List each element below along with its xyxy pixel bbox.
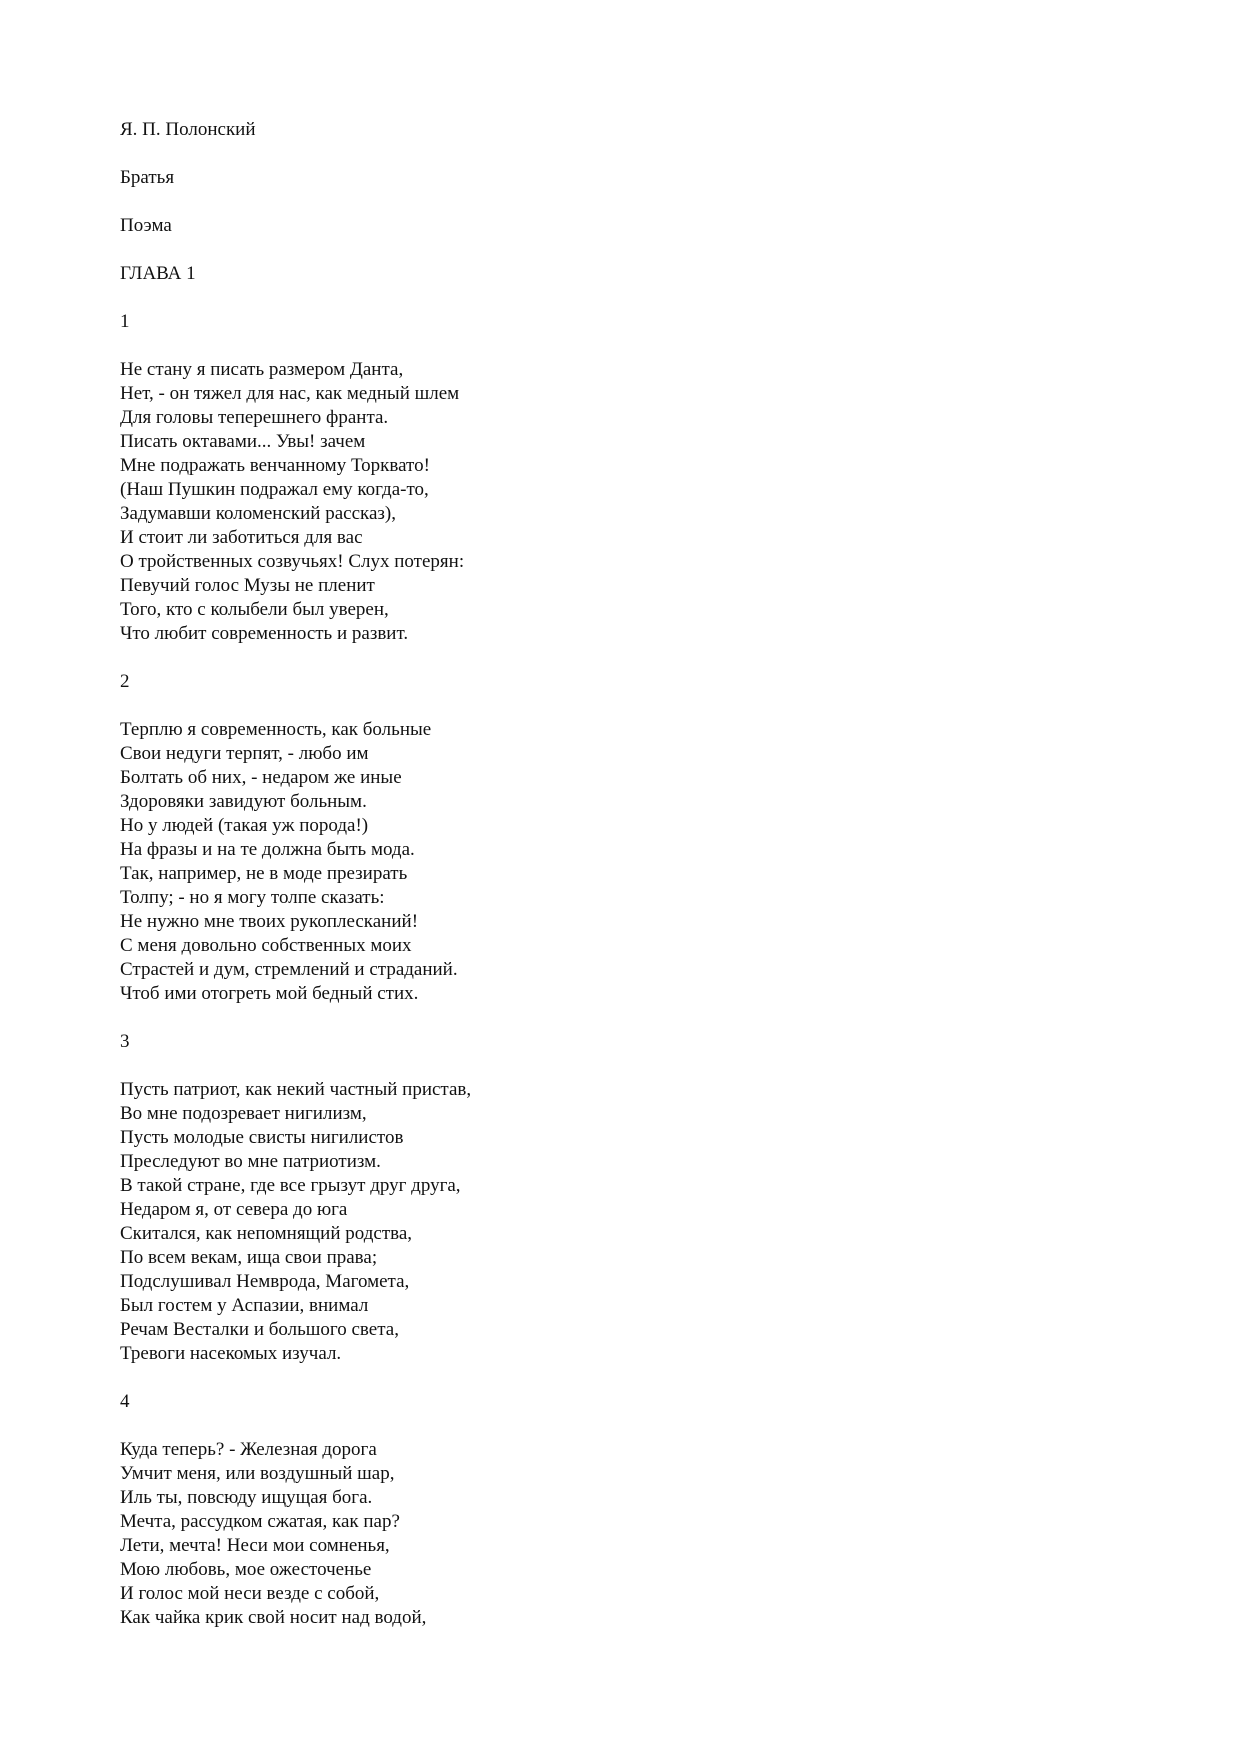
stanza-number: 3 [120, 1031, 130, 1052]
verse-line: И стоит ли заботиться для вас [120, 527, 363, 548]
poem-text [120, 118, 1120, 1654]
stanza [120, 358, 1120, 646]
poem-genre: Поэма [120, 215, 172, 236]
verse-line: Иль ты, повсюду ищущая бога. [120, 1487, 373, 1508]
verse-line: В такой стране, где все грызут друг друга, [120, 1175, 461, 1196]
verse-line: Чтоб ими отогреть мой бедный стих. [120, 983, 419, 1004]
verse-line: Скитался, как непомнящий родства, [120, 1223, 413, 1244]
verse-line: Что любит современность и развит. [120, 623, 409, 644]
verse-line: Пусть молодые свисты нигилистов [120, 1127, 404, 1148]
verse-line: Певучий голос Музы не пленит [120, 575, 375, 596]
verse-line: Лети, мечта! Неси мои сомненья, [120, 1535, 390, 1556]
verse-line: О тройственных созвучьях! Слух потерян: [120, 551, 465, 572]
verse-line: Писать октавами... Увы! зачем [120, 431, 366, 452]
stanza-number: 4 [120, 1391, 130, 1412]
verse-line: По всем векам, ища свои права; [120, 1247, 378, 1268]
verse-line: Умчит меня, или воздушный шар, [120, 1463, 395, 1484]
verse-line: Был гостем у Аспазии, внимал [120, 1295, 369, 1316]
poem-title: Братья [120, 167, 175, 188]
verse-line: Но у людей (такая уж порода!) [120, 815, 369, 836]
stanza-number: 2 [120, 671, 130, 692]
verse-line: Как чайка крик свой носит над водой, [120, 1607, 427, 1628]
verse-line: Тревоги насекомых изучал. [120, 1343, 342, 1364]
verse-line: Так, например, не в моде презирать [120, 863, 408, 884]
verse-line: Мечта, рассудком сжатая, как пар? [120, 1511, 400, 1532]
verse-line: Пусть патриот, как некий частный пристав, [120, 1079, 472, 1100]
verse-line: Здоровяки завидуют больным. [120, 791, 367, 812]
stanza-number: 1 [120, 311, 130, 332]
verse-line: Того, кто с колыбели был уверен, [120, 599, 389, 620]
stanza [120, 1078, 1120, 1366]
verse-line: Не нужно мне твоих рукоплесканий! [120, 911, 419, 932]
verse-line: И голос мой неси везде с собой, [120, 1583, 380, 1604]
stanza [120, 1438, 1120, 1630]
verse-line: Речам Весталки и большого света, [120, 1319, 399, 1340]
verse-line: Нет, - он тяжел для нас, как медный шлем [120, 383, 460, 404]
verse-line: (Наш Пушкин подражал ему когда-то, [120, 479, 429, 500]
verse-line: Терплю я современность, как больные [120, 719, 432, 740]
verse-line: Для головы теперешнего франта. [120, 407, 389, 428]
chapter-heading: ГЛАВА 1 [120, 263, 196, 284]
verse-line: Свои недуги терпят, - любо им [120, 743, 369, 764]
author-name: Я. П. Полонский [120, 119, 256, 140]
verse-line: Не стану я писать размером Данта, [120, 359, 404, 380]
verse-line: Толпу; - но я могу толпе сказать: [120, 887, 385, 908]
verse-line: Мою любовь, мое ожесточенье [120, 1559, 372, 1580]
verse-line: Куда теперь? - Железная дорога [120, 1439, 377, 1460]
verse-line: Болтать об них, - недаром же иные [120, 767, 402, 788]
verse-line: Преследуют во мне патриотизм. [120, 1151, 381, 1172]
verse-line: С меня довольно собственных моих [120, 935, 412, 956]
verse-line: Задумавши коломенский рассказ), [120, 503, 396, 524]
verse-line: Во мне подозревает нигилизм, [120, 1103, 367, 1124]
verse-line: Мне подражать венчанному Торквато! [120, 455, 430, 476]
verse-line: На фразы и на те должна быть мода. [120, 839, 415, 860]
verse-line: Недаром я, от севера до юга [120, 1199, 348, 1220]
verse-line: Подслушивал Немврода, Магомета, [120, 1271, 410, 1292]
verse-line: Страстей и дум, стремлений и страданий. [120, 959, 458, 980]
stanza [120, 718, 1120, 1006]
